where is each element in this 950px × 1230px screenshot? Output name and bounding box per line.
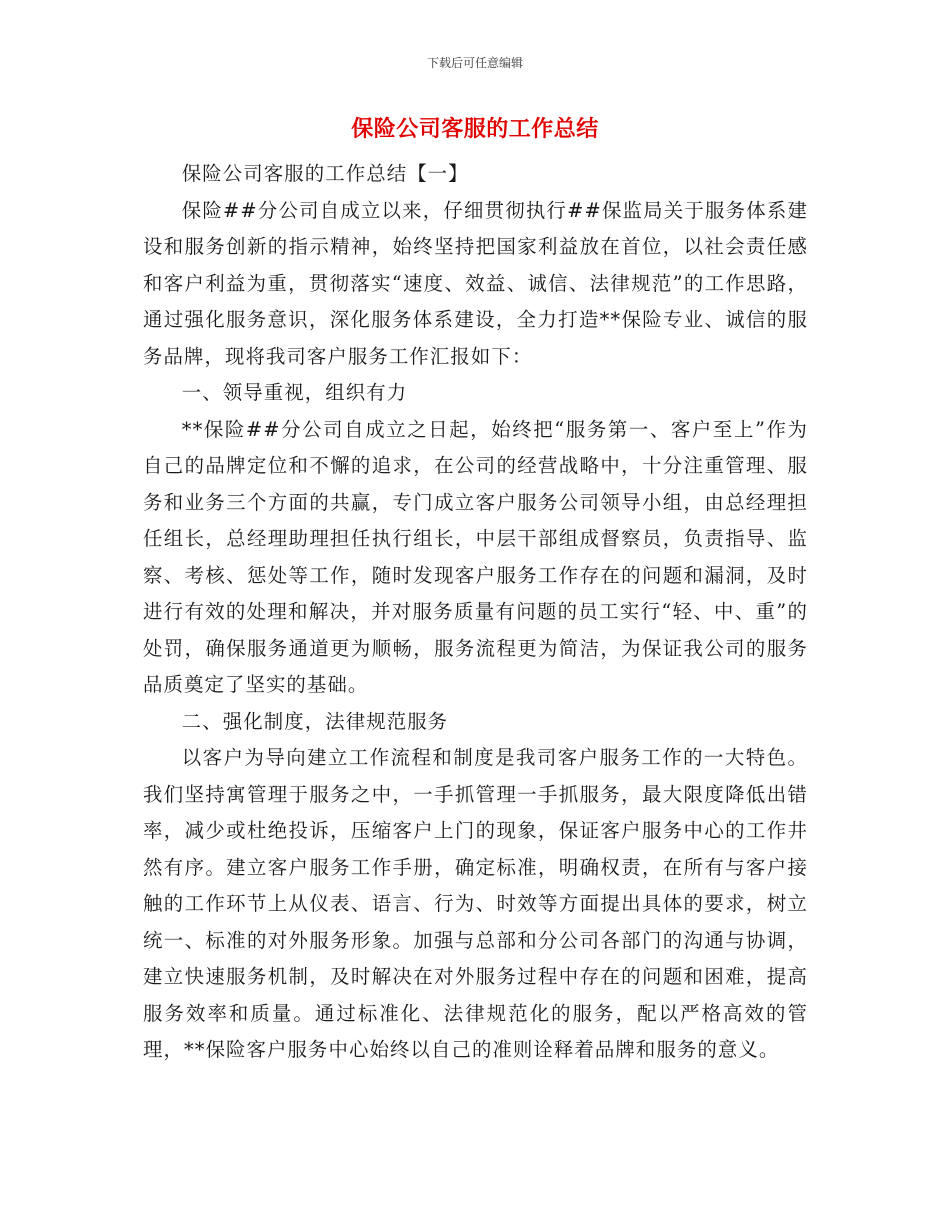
section-heading-1: 一、领导重视，组织有力 (181, 381, 408, 404)
document-body (143, 156, 808, 1069)
document-title: 保险公司客服的工作总结 (351, 117, 599, 142)
paragraph-2: 以客户为导向建立工作流程和制度是我司客户服务工作的一大特色。我们坚持寓管理于服务之中，一手抓管理一手抓服务，最大限度降低出错率，减少或杜绝投诉，压缩客户上门的现象，保证客户服务中心的工作井然有序。建立客户服务工作手册，确定标准，明确权责，在所有与客户接触的工作环节上从仪表、语言、行为、时效等方面提出具体的要求，树立统一、标准的对外服务形象。加强与总部和分公司各部门的沟通与协调，建立快速服务机制，及时解决在对外服务过程中存在的问题和困难，提高服务效率和质量。通过标准化、法律规范化的服务，配以严格高效的管理，**保险客户服务中心始终以自己的准则诠释着品牌和服务的意义。 (143, 746, 808, 1061)
section-heading-2: 二、强化制度，法律规范服务 (181, 709, 449, 733)
header-note: 下载后可任意编辑 (426, 56, 523, 70)
section-subtitle: 保险公司客服的工作总结【一】 (181, 162, 469, 185)
intro-paragraph: 保险##分公司自成立以来，仔细贯彻执行##保监局关于服务体系建设和服务创新的指示精神，始终坚持把国家利益放在首位，以社会责任感和客户利益为重，贯彻落实“速度、效益、诚信、法律规范”的工作思路，通过强化服务意识，深化服务体系建设，全力打造**保险专业、诚信的服务品牌，现将我司客户服务工作汇报如下： (143, 198, 808, 368)
paragraph-1: **保险##分公司自成立之日起，始终把“服务第一、客户至上”作为自己的品牌定位和不懈的追求，在公司的经营战略中，十分注重管理、服务和业务三个方面的共赢，专门成立客户服务公司领导小组，由总经理担任组长，总经理助理担任执行组长，中层干部组成督察员，负责指导、监察、考核、惩处等工作，随时发现客户服务工作存在的问题和漏洞，及时进行有效的处理和解决，并对服务质量有问题的员工实行“轻、中、重”的处罚，确保服务通道更为顺畅，服务流程更为简洁，为保证我公司的服务品质奠定了坚实的基础。 (143, 417, 808, 696)
